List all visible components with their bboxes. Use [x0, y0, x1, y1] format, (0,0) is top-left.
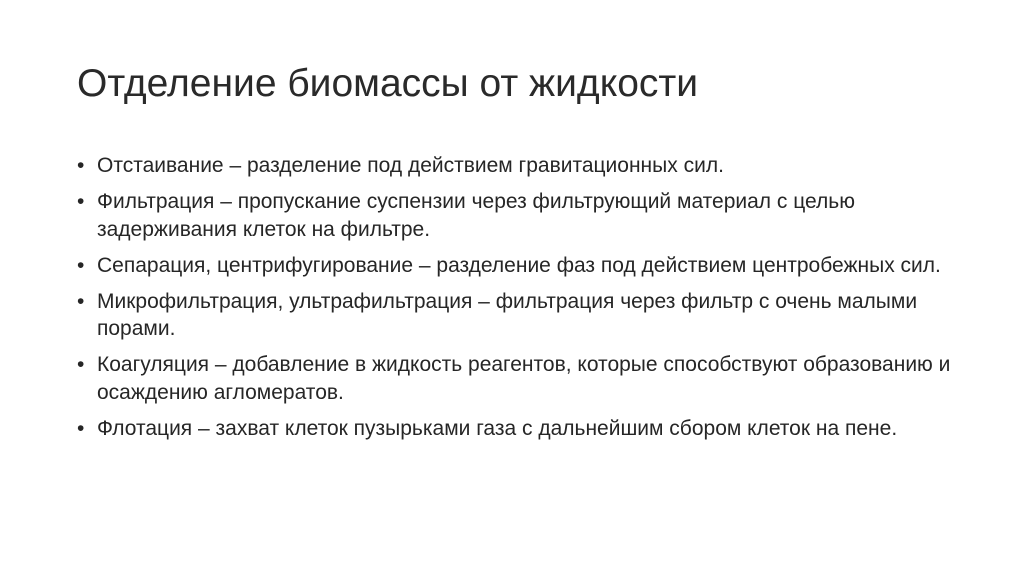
bullet-dot-icon: • [77, 353, 85, 376]
bullet-item-separation [77, 252, 957, 280]
bullet-item-settling [77, 152, 957, 180]
slide-title: Отделение биомассы от жидкости [77, 62, 699, 105]
bullet-text-separation: Сепарация, центрифугирование – разделение фаз под действием центробежных сил. [97, 253, 941, 277]
bullet-dot-icon: • [77, 190, 85, 213]
bullet-dot-icon: • [77, 154, 85, 177]
bullet-text-microfiltration: Микрофильтрация, ультрафильтрация – фильтрация через фильтр с очень малыми порами. [97, 289, 918, 340]
bullet-dot-icon: • [77, 416, 85, 440]
bullet-item-microfiltration [77, 288, 957, 343]
bullet-text-filtration: Фильтрация – пропускание суспензии через фильтрующий материал с целью задерживания клеток на фильтре. [97, 190, 855, 241]
bullet-text-flotation: Флотация – захват клеток пузырьками газа с дальнейшим сбором клеток на пене. [97, 416, 898, 440]
bullet-list [77, 152, 957, 451]
bullet-text-settling: Отстаивание – разделение под действием гравитационных сил. [97, 154, 724, 177]
bullet-dot-icon: • [77, 253, 85, 277]
bullet-item-coagulation [77, 351, 957, 406]
bullet-text-coagulation: Коагуляция – добавление в жидкость реагентов, которые способствуют образованию и осаждению агломератов. [97, 353, 951, 404]
bullet-item-filtration [77, 188, 957, 243]
bullet-dot-icon: • [77, 289, 85, 313]
bullet-item-flotation [77, 415, 957, 443]
